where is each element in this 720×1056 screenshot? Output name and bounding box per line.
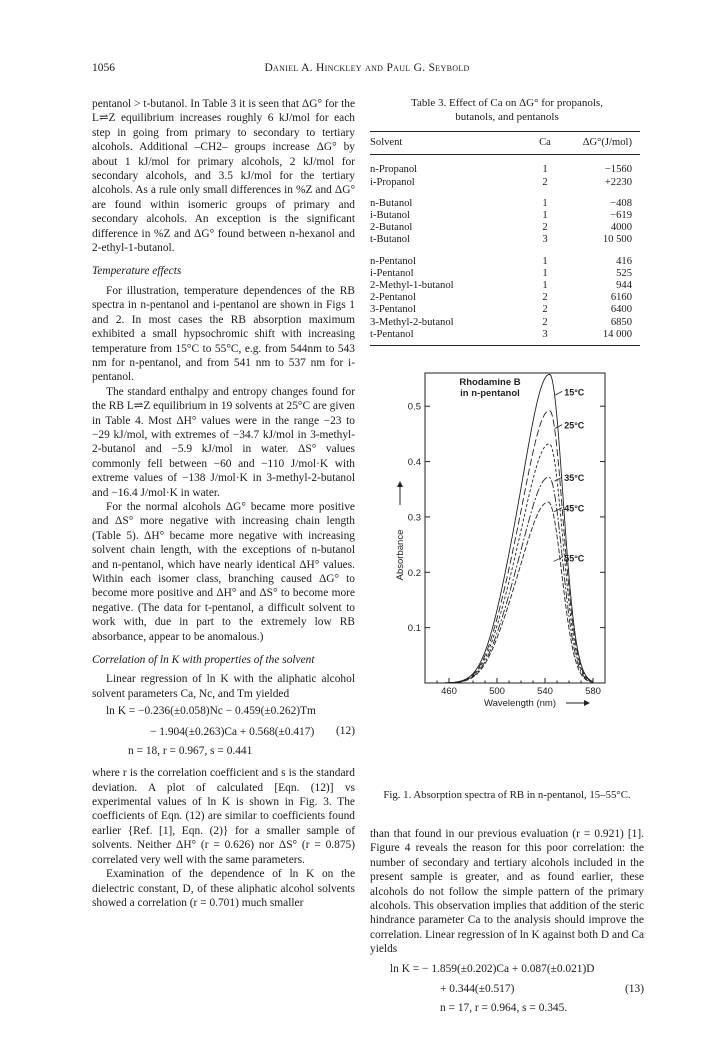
table-cell: 2 (542, 292, 548, 304)
equation-line: ln K = −0.236(±0.058)Nc − 0.459(±0.262)Tm (106, 705, 316, 718)
y-tick-label: 0.3 (407, 512, 421, 524)
paragraph: The standard enthalpy and entropy changes found for the RB L⇌Z equilibrium in 19 solvents at 25°C are given in Table 4. Most ΔH° values were in the range −23 to −29 kJ/mol, with extremes of −34.7 kJ/mol in 3-methyl-2-butanol and −5.9 kJ/mol in water. ΔS° values commonly fell between −60 and −110 J/mol·K with extreme values of −138 J/mol·K in 3-methyl-2-butanol and −16.4 J/mol·K in water. (92, 385, 355, 499)
table-cell: n-Butanol (370, 197, 413, 209)
table-cell: i-Pentanol (370, 267, 414, 279)
table-row (370, 189, 640, 210)
x-axis-label: Wavelength (nm) (484, 698, 556, 709)
table-cell: i-Propanol (370, 176, 415, 188)
table-row (370, 329, 640, 346)
table-caption (370, 97, 644, 124)
table-cell: n-Pentanol (370, 255, 416, 267)
series-label: 55°C (564, 553, 585, 564)
equation-line: + 0.344(±0.517) (440, 983, 515, 996)
table-caption-line: butanols, and pentanols (455, 110, 559, 123)
table-cell: 1 (542, 280, 548, 292)
page-number: 1056 (92, 62, 115, 74)
table-cell: 1 (542, 164, 548, 176)
table-cell: 3-Pentanol (370, 304, 416, 316)
table-cell: 2 (542, 316, 548, 328)
page-header (92, 62, 642, 78)
equation-stats: n = 18, r = 0.967, s = 0.441 (128, 745, 253, 758)
table-cell: 416 (616, 255, 632, 267)
series-label: 45°C (564, 503, 585, 514)
table-cell: 6160 (610, 292, 632, 304)
left-column (92, 97, 355, 910)
paragraph: where r is the correlation coefficient and s is the standard deviation. A plot of calculated [Eqn. (12)] vs experimental values of ln K is shown in Fig. 3. The coefficients of Eqn. (12) are similar to coefficients found earlier {Ref. [1], Eqn. (2)} for a smaller sample of solvents. Neither ΔH° (r = 0.626) nor ΔS° (r = 0.875) correlated very well with the same parameters. (92, 767, 355, 866)
paragraph: than that found in our previous evaluation (r = 0.921) [1]. Figure 4 reveals the reason for this poor correlation: the number of secondary and tertiary alcohols included in the present sample is greater, and as found earlier, these alcohols do not follow the simple pattern of the primary alcohols. This observation implies that addition of the steric hindrance parameter Ca to the analysis should improve the correlation. Linear regression of ln K against both D and Ca yields (370, 828, 644, 956)
table-cell: i-Butanol (370, 210, 411, 222)
x-tick-label: 580 (585, 686, 601, 697)
table-row (370, 210, 640, 222)
table-cell: 944 (616, 280, 632, 292)
paragraph: Examination of the dependence of ln K on the dielectric constant, D, of these aliphatic alcohol solvents showed a correlation (r = 0.701) much smaller (92, 868, 355, 909)
table-cell: 4000 (610, 222, 632, 234)
table-cell: 2-Butanol (370, 222, 413, 234)
figure-caption: Fig. 1. Absorption spectra of RB in n-pentanol, 15–55°C. (383, 789, 631, 801)
y-tick-label: 0.5 (407, 401, 421, 413)
table-row (370, 268, 640, 280)
table-3 (370, 131, 640, 346)
table-cell: 2-Pentanol (370, 292, 416, 304)
x-tick-label: 460 (441, 686, 457, 697)
table-header-row (370, 132, 640, 155)
table-row (370, 155, 640, 177)
table-row (370, 280, 640, 292)
table-cell: n-Propanol (370, 164, 418, 176)
right-column-text (370, 827, 644, 1014)
table-cell: 6850 (610, 316, 632, 328)
table-cell: 1 (542, 210, 548, 222)
series-label-leader (553, 557, 562, 561)
series-label: 25°C (564, 420, 585, 431)
paragraph: Linear regression of ln K with the aliphatic alcohol solvent parameters Ca, Nc, and Tm yielded (92, 673, 355, 700)
y-tick-label: 0.4 (407, 457, 421, 469)
series-label-leader (554, 477, 562, 481)
table-row (370, 292, 640, 304)
table-cell: +2230 (604, 176, 632, 188)
table-cell: 14 000 (570, 329, 640, 346)
equation-line: − 1.904(±0.263)Ca + 0.568(±0.417) (150, 725, 315, 738)
table-3-block (370, 97, 644, 346)
y-tick-label: 0.2 (407, 567, 421, 579)
equation-number: (13) (625, 982, 644, 995)
equation-number: (12) (336, 725, 355, 738)
table-header-cell: Ca (520, 132, 570, 155)
paragraph: For the normal alcohols ΔG° became more positive and ΔS° more negative with increasing chain length (Table 5). ΔH° became more negative with increasing solvent chain length, with the exceptions of n-butanol and n-pentanol, which have nearly identical ΔH° values. Within each isomer class, branching caused ΔG° to become more positive and ΔH° and ΔS° to become more negative. (The data for t-pentanol, a difficult solvent to work with, due in part to the extremely low RB absorbance, appear to be anomalous.) (92, 500, 355, 643)
table-caption-line: Table 3. Effect of Ca on ΔG° for propanols, (411, 97, 603, 109)
series-line (443, 411, 593, 683)
table-cell: −408 (610, 197, 632, 209)
y-axis-arrowhead (397, 481, 403, 487)
paragraph: pentanol > t-butanol. In Table 3 it is seen that ΔG° for the L⇌Z equilibrium increases roughly 6 kJ/mol for each step in going from primary to secondary to tertiary alcohols. Additional –CH2– groups increase ΔG° by about 1 kJ/mol for primary alcohols, 2 kJ/mol for secondary alcohols, and 3.5 kJ/mol for the tertiary alcohols. As a rule only small differences in %Z and ΔG° are found within isomeric groups of primary and secondary alcohols. An exception is the significant difference in %Z and ΔG° found between n-hexanol and 2-ethyl-1-butanol. (92, 98, 355, 255)
table-cell: t-Pentanol (370, 329, 520, 346)
table-row (370, 222, 640, 234)
table-cell: 3 (520, 329, 570, 346)
section-heading: Correlation of ln K with properties of the solvent (92, 654, 315, 667)
x-tick-label: 500 (489, 686, 505, 697)
figure-1 (370, 365, 644, 785)
legend-subtitle: in n-pentanol (460, 388, 520, 399)
x-axis-arrowhead (584, 700, 590, 706)
series-label-leader (555, 391, 563, 395)
table-cell: 525 (616, 267, 632, 279)
table-cell: 3 (542, 234, 548, 246)
series-label: 35°C (564, 473, 585, 484)
table-cell: −1560 (604, 164, 632, 176)
table-header-cell: ΔG°(J/mol) (570, 132, 640, 155)
table-cell: −619 (610, 210, 632, 222)
table-cell: 2-Methyl-1-butanol (370, 280, 454, 292)
table-cell: 1 (542, 267, 548, 279)
table-cell: 1 (542, 197, 548, 209)
table-row (370, 247, 640, 268)
table-cell: 2 (542, 222, 548, 234)
legend-title: Rhodamine B (459, 377, 521, 388)
equation-13 (370, 962, 644, 1014)
series-label-leader (555, 425, 563, 429)
table-cell: 10 500 (602, 234, 632, 246)
running-title: Daniel A. Hinckley and Paul G. Seybold (264, 62, 470, 74)
equation-line: ln K = − 1.859(±0.202)Ca + 0.087(±0.021)D (390, 962, 595, 975)
series-label-leader (554, 508, 562, 512)
absorption-spectra-chart (370, 365, 644, 785)
table-row (370, 177, 640, 189)
equation-12 (92, 704, 355, 756)
y-axis-label: Absorbance (395, 529, 406, 581)
series-label: 15°C (564, 387, 585, 398)
table-cell: 2 (542, 304, 548, 316)
table-cell: 6400 (610, 304, 632, 316)
equation-stats: n = 17, r = 0.964, s = 0.345. (440, 1002, 568, 1015)
table-cell: t-Butanol (370, 234, 411, 246)
table-row (370, 304, 640, 316)
y-tick-label: 0.1 (407, 623, 421, 635)
table-header-cell: Solvent (370, 132, 520, 155)
table-row (370, 317, 640, 329)
paragraph: For illustration, temperature dependences of the RB spectra in n-pentanol and i-pentanol are shown in Figs 1 and 2. In most cases the RB absorption maximum exhibited a small hypsochromic shift with increasing temperature from 15°C to 55°C, e.g. from 544nm to 543 nm for n-pentanol, and from 541 nm to 537 nm for i-pentanol. (92, 284, 355, 384)
x-tick-label: 540 (537, 686, 553, 697)
plot-frame (425, 373, 605, 683)
table-body (370, 155, 640, 346)
table-cell: 1 (542, 255, 548, 267)
table-cell: 3-Methyl-2-butanol (370, 316, 454, 328)
table-cell: 2 (542, 176, 548, 188)
table-row (370, 234, 640, 246)
section-heading: Temperature effects (92, 265, 182, 278)
